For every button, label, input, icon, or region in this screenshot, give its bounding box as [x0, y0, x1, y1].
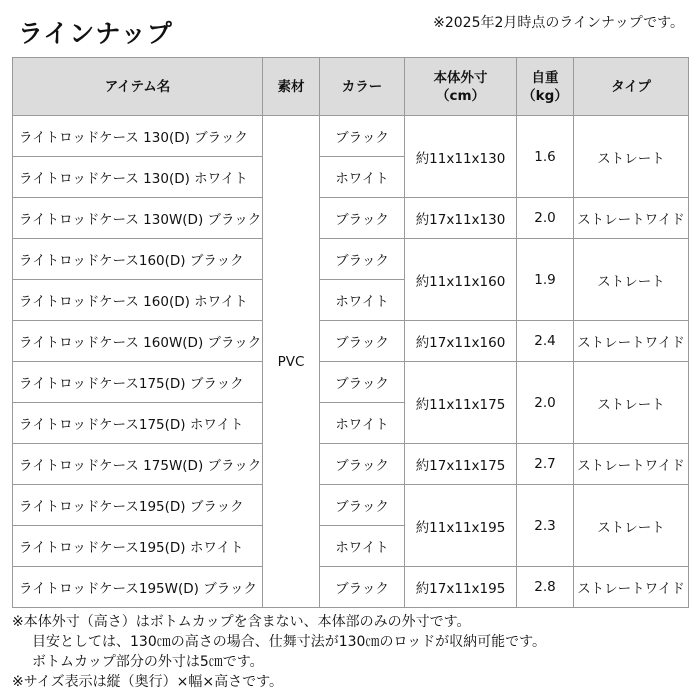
item-name: ライトロッドケース 160(D) ホワイト: [13, 280, 263, 321]
header-size-label: 本体外寸: [433, 69, 488, 86]
item-name: ライトロッドケース 130W(D) ブラック: [13, 198, 263, 239]
header-weight-label: 自重: [531, 69, 559, 86]
type-cell: ストレートワイド: [574, 198, 689, 239]
type-cell: ストレートワイド: [574, 444, 689, 485]
table-row: [13, 567, 689, 608]
color-cell: ブラック: [320, 239, 405, 280]
table-row: [13, 444, 689, 485]
weight-cell: 1.9: [517, 239, 574, 321]
type-cell: ストレート: [574, 485, 689, 567]
weight-cell: 2.7: [517, 444, 574, 485]
table-row: [13, 198, 689, 239]
weight-cell: 2.0: [517, 362, 574, 444]
table-row: [13, 239, 689, 280]
item-name: ライトロッドケース 130(D) ホワイト: [13, 157, 263, 198]
header-size: [405, 58, 517, 116]
footnote-size: ※本体外寸（高さ）はボトムカップを含まない、本体部のみの外寸です。: [12, 614, 471, 630]
footnote-bottom-cup: ボトムカップ部分の外寸は5㎝です。: [32, 654, 264, 670]
type-cell: ストレート: [574, 116, 689, 198]
header-item-name: アイテム名: [13, 58, 263, 116]
header-type: タイプ: [574, 58, 689, 116]
lineup-table: [12, 57, 689, 608]
type-cell: ストレートワイド: [574, 567, 689, 608]
weight-cell: 2.4: [517, 321, 574, 362]
weight-cell: 2.8: [517, 567, 574, 608]
item-name: ライトロッドケース 130(D) ブラック: [13, 116, 263, 157]
size-cell: 約11x11x175: [405, 362, 517, 444]
table-row: [13, 321, 689, 362]
item-name: ライトロッドケース175(D) ホワイト: [13, 403, 263, 444]
size-cell: 約11x11x195: [405, 485, 517, 567]
color-cell: ホワイト: [320, 280, 405, 321]
color-cell: ホワイト: [320, 157, 405, 198]
item-name: ライトロッドケース175(D) ブラック: [13, 362, 263, 403]
item-name: ライトロッドケース195W(D) ブラック: [13, 567, 263, 608]
footnotes: [12, 612, 546, 692]
type-cell: ストレートワイド: [574, 321, 689, 362]
color-cell: ブラック: [320, 567, 405, 608]
header-weight-unit: （kg）: [522, 87, 568, 104]
size-cell: 約17x11x130: [405, 198, 517, 239]
material-cell: PVC: [263, 116, 320, 608]
footnote-size-order: ※サイズ表示は縦（奥行）×幅×高さです。: [12, 674, 283, 690]
header-material: 素材: [263, 58, 320, 116]
table-header-row: [13, 58, 689, 116]
table-row: [13, 362, 689, 403]
header-size-unit: （cm）: [435, 87, 486, 104]
item-name: ライトロッドケース160(D) ブラック: [13, 239, 263, 280]
color-cell: ブラック: [320, 362, 405, 403]
weight-cell: 1.6: [517, 116, 574, 198]
item-name: ライトロッドケース195(D) ブラック: [13, 485, 263, 526]
color-cell: ブラック: [320, 485, 405, 526]
table-row: [13, 116, 689, 157]
footnote-storage: 目安としては、130㎝の高さの場合、仕舞寸法が130㎝のロッドが収納可能です。: [32, 634, 547, 650]
color-cell: ホワイト: [320, 526, 405, 567]
lineup-date-note: ※2025年2月時点のラインナップです。: [433, 15, 684, 31]
color-cell: ブラック: [320, 444, 405, 485]
type-cell: ストレート: [574, 239, 689, 321]
item-name: ライトロッドケース 175W(D) ブラック: [13, 444, 263, 485]
page-title: ラインナップ: [18, 19, 173, 48]
color-cell: ブラック: [320, 198, 405, 239]
size-cell: 約17x11x175: [405, 444, 517, 485]
size-cell: 約17x11x195: [405, 567, 517, 608]
table-row: [13, 485, 689, 526]
weight-cell: 2.3: [517, 485, 574, 567]
item-name: ライトロッドケース195(D) ホワイト: [13, 526, 263, 567]
weight-cell: 2.0: [517, 198, 574, 239]
header-weight: [517, 58, 574, 116]
item-name: ライトロッドケース 160W(D) ブラック: [13, 321, 263, 362]
type-cell: ストレート: [574, 362, 689, 444]
size-cell: 約11x11x160: [405, 239, 517, 321]
size-cell: 約17x11x160: [405, 321, 517, 362]
header-color: カラー: [320, 58, 405, 116]
color-cell: ブラック: [320, 321, 405, 362]
color-cell: ホワイト: [320, 403, 405, 444]
color-cell: ブラック: [320, 116, 405, 157]
size-cell: 約11x11x130: [405, 116, 517, 198]
